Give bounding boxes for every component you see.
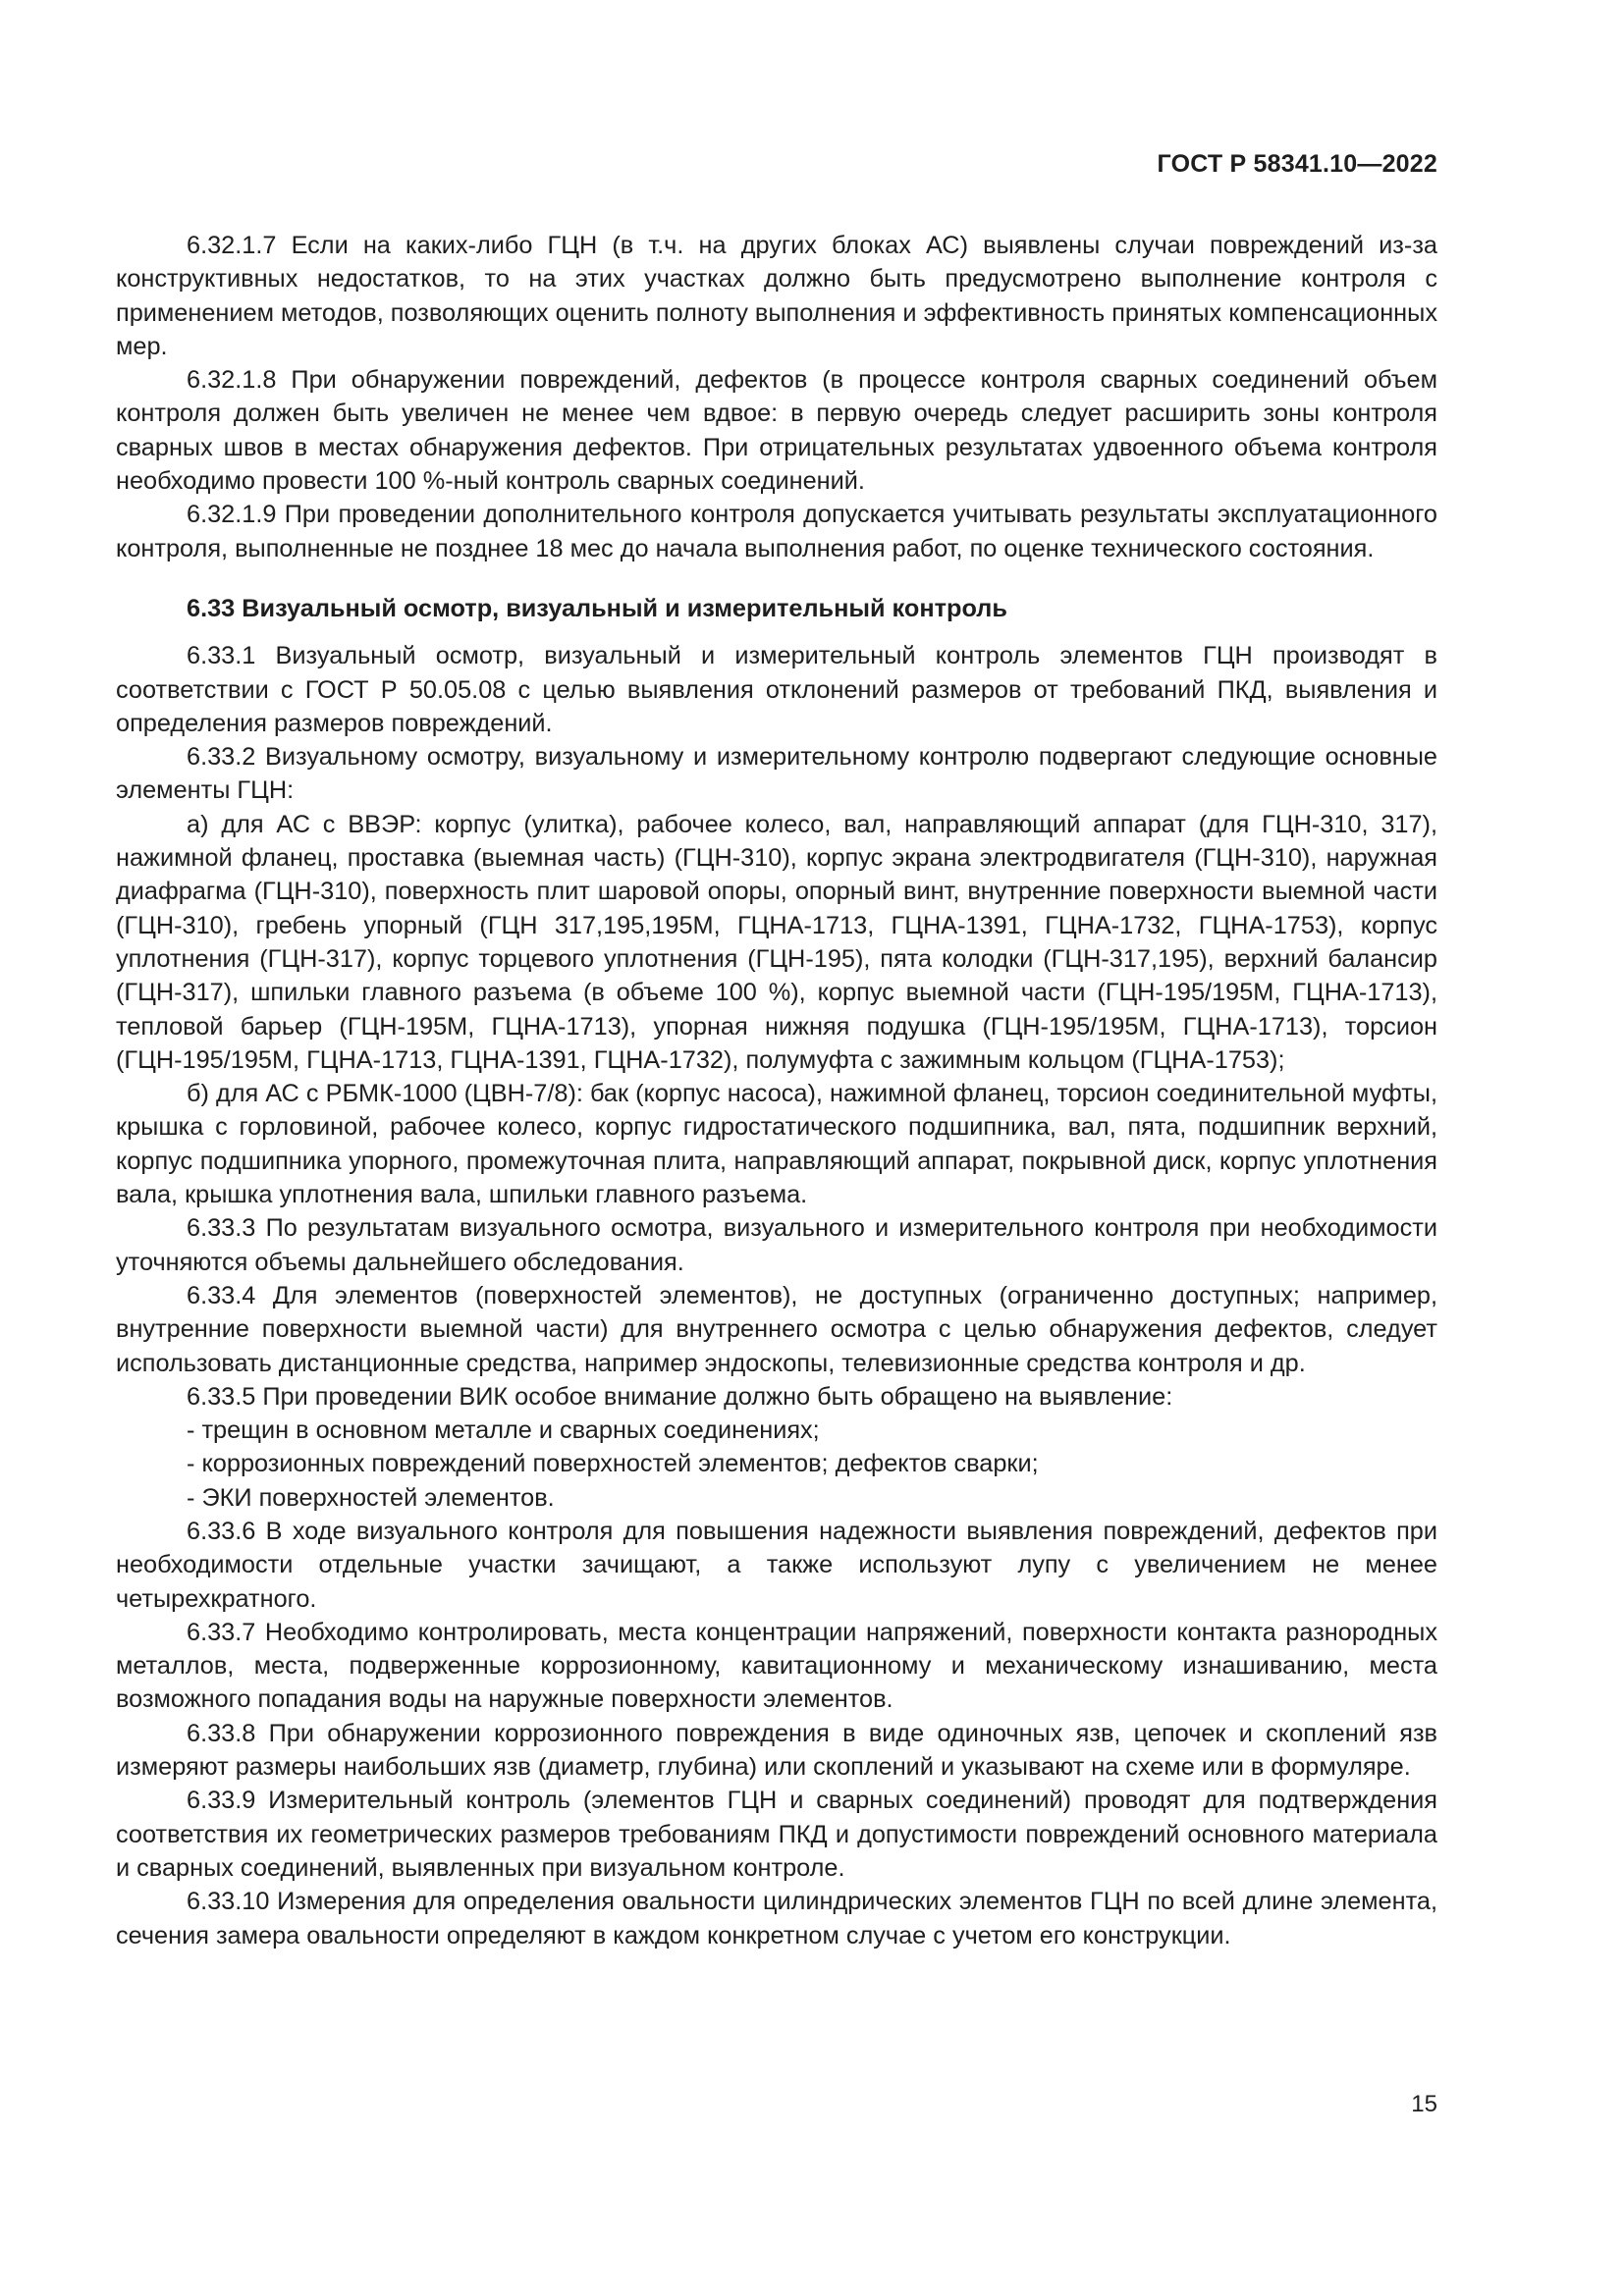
list-item-a-vver: а) для АС с ВВЭР: корпус (улитка), рабочее колесо, вал, направляющий аппарат (для ГЦН-310, 317), нажимной фланец, проставка (выемная часть) (ГЦН-310), корпус экрана электродвигателя (ГЦН-310), наружная диафрагма (ГЦН-310), поверхность плит шаровой опоры, опорный винт, внутренние поверхности выемной части (ГЦН-310), гребень упорный (ГЦН 317,195,195М, ГЦНА-1713, ГЦНА-1391, ГЦНА-1732, ГЦНА-1753), корпус уплотнения (ГЦН-317), корпус торцевого уплотнения (ГЦН-195), пята колодки (ГЦН-317,195), верхний балансир (ГЦН-317), шпильки главного разъема (в объеме 100 %), корпус выемной части (ГЦН-195/195М, ГЦНА-1713), тепловой барьер (ГЦН-195М, ГЦНА-1713), упорная нижняя подушка (ГЦН-195/195М, ГЦНА-1713), торсион (ГЦН-195/195М, ГЦНА-1713, ГЦНА-1391, ГЦНА-1732), полумуфта с зажимным кольцом (ГЦНА-1753);	[116, 810, 1437, 1074]
paragraph-6-33-7: 6.33.7 Необходимо контролировать, места концентрации напряжений, поверхности контакта разнородных металлов, места, подверженные коррозионному, кавитационному и механическому изнашиванию, места возможного попадания воды на наружные поверхности элементов.	[116, 1618, 1437, 1714]
section-heading-6-33: 6.33 Визуальный осмотр, визуальный и измерительный контроль	[187, 594, 1007, 622]
paragraph-6-33-3: 6.33.3 По результатам визуального осмотра, визуального и измерительного контроля при необходимости уточняются объемы дальнейшего обследования.	[116, 1214, 1437, 1276]
paragraph-6-33-2: 6.33.2 Визуальному осмотру, визуальному и измерительному контролю подвергают следующие основные элементы ГЦН:	[116, 743, 1437, 805]
paragraph-6-32-1-8: 6.32.1.8 При обнаружении повреждений, дефектов (в процессе контроля сварных соединений объем контроля должен быть увеличен не менее чем вдвое: в первую очередь следует расширить зоны контроля сварных швов в местах обнаружения дефектов. При отрицательных результатах удвоенного объема контроля необходимо провести 100 %-ный контроль сварных соединений.	[116, 366, 1437, 496]
paragraph-6-32-1-9: 6.32.1.9 При проведении дополнительного контроля допускается учитывать результаты эксплуатационного контроля, выполненные не позднее 18 мес до начала выполнения работ, по оценке технического состояния.	[116, 501, 1437, 562]
list-item-cracks: - трещин в основном металле и сварных соединениях;	[187, 1416, 820, 1445]
paragraph-6-32-1-7: 6.32.1.7 Если на каких-либо ГЦН (в т.ч. на других блоках АС) выявлены случаи повреждений из-за конструктивных недостатков, то на этих участках должно быть предусмотрено выполнение контроля с применением методов, позволяющих оценить полноту выполнения и эффективность принятых компенсационных мер.	[116, 232, 1437, 360]
page-number: 15	[1411, 2091, 1437, 2117]
paragraph-6-33-5: 6.33.5 При проведении ВИК особое внимание должно быть обращено на выявление:	[187, 1382, 1173, 1411]
list-item-b-rbmk: б) для АС с РБМК-1000 (ЦВН-7/8): бак (корпус насоса), нажимной фланец, торсион соединительной муфты, крышка с горловиной, рабочее колесо, корпус гидростатического подшипника, вал, пята, подшипник верхний, корпус подшипника упорного, промежуточная плита, направляющий аппарат, покрывной диск, корпус уплотнения вала, крышка уплотнения вала, шпильки главного разъема.	[116, 1080, 1437, 1209]
paragraph-6-33-9: 6.33.9 Измерительный контроль (элементов ГЦН и сварных соединений) проводят для подтверждения соответствия их геометрических размеров требованиям ПКД и допустимости повреждений основного материала и сварных соединений, выявленных при визуальном контроле.	[116, 1787, 1437, 1882]
document-code-header: ГОСТ Р 58341.10—2022	[1157, 150, 1437, 178]
document-body	[116, 229, 1437, 1952]
paragraph-6-33-4: 6.33.4 Для элементов (поверхностей элементов), не доступных (ограниченно доступных; например, внутренние поверхности выемной части) для внутреннего осмотра с целью обнаружения дефектов, следует использовать дистанционные средства, например эндоскопы, телевизионные средства контроля и др.	[116, 1281, 1437, 1377]
list-item-eki: - ЭКИ поверхностей элементов.	[187, 1483, 555, 1512]
paragraph-6-33-8: 6.33.8 При обнаружении коррозионного повреждения в виде одиночных язв, цепочек и скоплений язв измеряют размеры наибольших язв (диаметр, глубина) или скоплений и указывают на схеме или в формуляре.	[116, 1719, 1437, 1782]
list-item-corrosion: - коррозионных повреждений поверхностей элементов; дефектов сварки;	[187, 1450, 1039, 1478]
paragraph-6-33-6: 6.33.6 В ходе визуального контроля для повышения надежности выявления повреждений, дефектов при необходимости отдельные участки зачищают, а также используют лупу с увеличением не менее четырехкратного.	[116, 1517, 1437, 1613]
paragraph-6-33-1: 6.33.1 Визуальный осмотр, визуальный и измерительный контроль элементов ГЦН производят в соответствии с ГОСТ Р 50.05.08 с целью выявления отклонений размеров от требований ПКД, выявления и определения размеров повреждений.	[116, 642, 1437, 737]
paragraph-6-33-10: 6.33.10 Измерения для определения овальности цилиндрических элементов ГЦН по всей длине элемента, сечения замера овальности определяют в каждом конкретном случае с учетом его конструкции.	[116, 1888, 1437, 1949]
